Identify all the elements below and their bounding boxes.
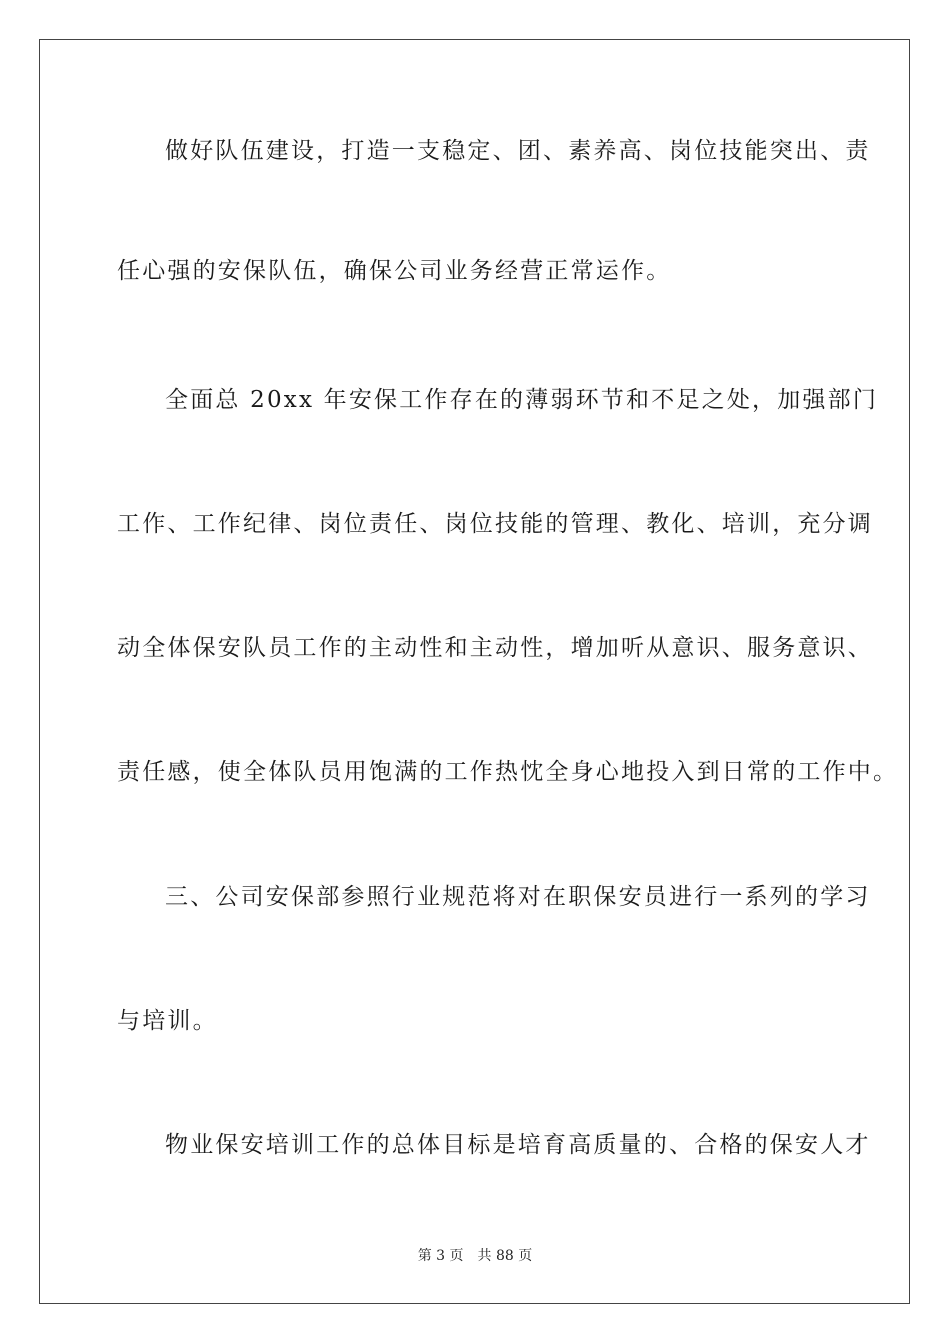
total-pages: 共 88 页: [477, 1248, 533, 1264]
body-text-line: 任心强的安保队伍，确保公司业务经营正常运作。: [117, 258, 672, 284]
page-footer: [0, 1246, 950, 1266]
body-text-line: 全面总 20xx 年安保工作存在的薄弱环节和不足之处，加强部门: [165, 387, 879, 413]
body-text-line: 三、公司安保部参照行业规范将对在职保安员进行一系列的学习: [165, 884, 871, 910]
page-border: [39, 39, 910, 1304]
body-text-line: 工作、工作纪律、岗位责任、岗位技能的管理、教化、培训，充分调: [117, 511, 873, 537]
body-text-line: 与培训。: [117, 1008, 218, 1034]
body-text-line: 做好队伍建设，打造一支稳定、团、素养高、岗位技能突出、责: [165, 138, 871, 164]
body-text-line: 动全体保安队员工作的主动性和主动性，增加听从意识、服务意识、: [117, 635, 873, 661]
page-number: 第 3 页: [417, 1248, 464, 1264]
body-text-line: 责任感，使全体队员用饱满的工作热忱全身心地投入到日常的工作中。: [117, 759, 899, 785]
body-text-line: 物业保安培训工作的总体目标是培育高质量的、合格的保安人才: [165, 1132, 871, 1158]
